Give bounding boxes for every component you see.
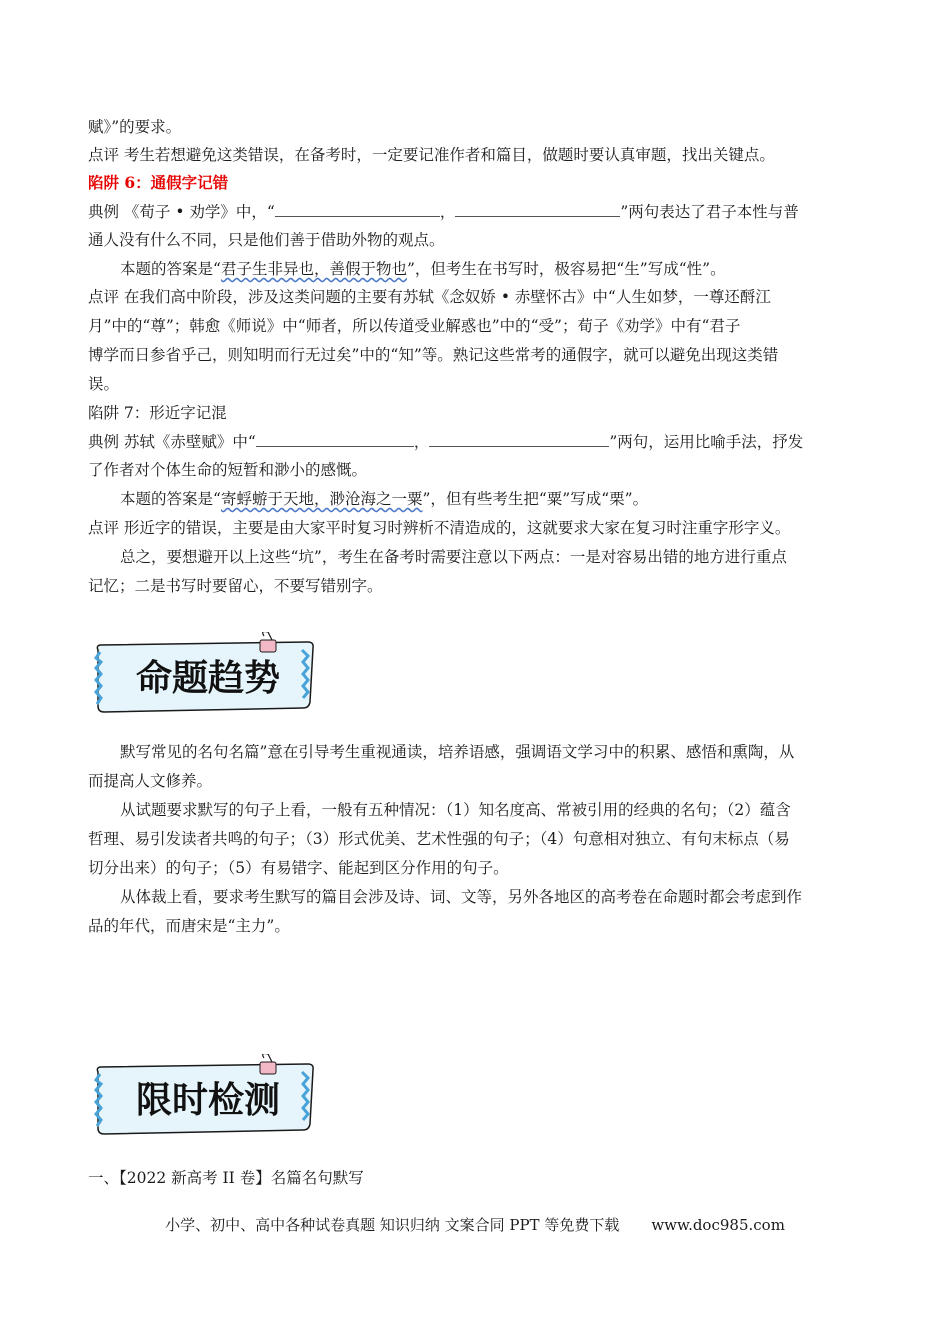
answer-blank [256,432,414,447]
text-line: 记忆；二是书写时要留心，不要写错别字。 [88,577,383,595]
text-line: 默写常见的名句名篇”意在引导考生重视通读，培养语感，强调语文学习中的积累、感悟和熏陶，从 [120,743,795,761]
trap-6-heading: 陷阱 6：通假字记错 [88,173,229,192]
text-line: 点评 形近字的错误，主要是由大家平时复习时辨析不清造成的，这就要求大家在复习时注重字形字义。 [88,519,791,537]
text-line: 赋》”的要求。 [88,118,182,136]
text-line: 品的年代，而唐宋是“主力”。 [88,917,290,935]
text-fragment: ”，但考生在书写时，极容易把“生”写成“性”。 [406,260,726,278]
text-line: 从体裁上看，要求考生默写的篇目会涉及诗、词、文等，另外各地区的高考卷在命题时都会考虑到作 [120,888,803,906]
answer-line [120,258,900,280]
footer-text: 小学、初中、高中各种试卷真题 知识归纳 文案合同 PPT 等免费下载 [165,1216,620,1234]
banner-title: 命题趋势 [135,658,281,699]
text-line: 点评 在我们高中阶段，涉及这类问题的主要有苏轼《念奴娇 • 赤壁怀古》中“人生如梦，一尊还酹江 [88,288,771,306]
text-fragment: 本题的答案是“ [120,490,221,508]
text-fragment: 典例 苏轼《赤壁赋》中“ [88,433,256,451]
example-line [88,201,868,223]
text-line: 博学而日参省乎己，则知明而行无过矣”中的“知”等。熟记这些常考的通假字，就可以避免出现这类错 [88,346,779,364]
text-line: 误。 [88,375,120,393]
highlighted-answer: 君子生非异也，善假于物也 [220,260,407,278]
text-line: 总之，要想避开以上这些“坑”，考生在备考时需要注意以下两点：一是对容易出错的地方进行重点 [120,548,787,566]
banner-title: 限时检测 [135,1080,281,1121]
text-line: 从试题要求默写的句子上看，一般有五种情况：（1）知名度高、常被引用的经典的名句；（2）蕴含 [120,801,791,819]
footer-url[interactable]: www.doc985.com [651,1216,785,1234]
text-fragment: ”，但有些考生把“粟”写成“栗”。 [422,490,649,508]
text-fragment: ， [439,203,456,221]
text-fragment: ， [413,433,430,451]
answer-blank [275,202,440,217]
text-line: 哲理、易引发读者共鸣的句子；（3）形式优美、艺术性强的句子；（4）句意相对独立、有句末标点（易 [88,830,790,848]
text-fragment: 典例 《荀子 • 劝学》中，“ [88,203,275,221]
text-line: 月”中的“尊”；韩愈《师说》中“师者，所以传道受业解惑也”中的“受”；荀子《劝学》中有“君子 [88,317,741,335]
text-line: 了作者对个体生命的短暂和渺小的感慨。 [88,461,368,479]
text-line: 切分出来）的句子；（5）有易错字、能起到区分作用的句子。 [88,859,509,877]
page-footer [0,1214,950,1235]
question-heading: 一、【2022 新高考 II 卷】名篇名句默写 [88,1169,364,1187]
section-banner-test [90,1054,322,1140]
text-line: 而提高人文修养。 [88,772,213,790]
text-line: 点评 考生若想避免这类错误，在备考时，一定要记准作者和篇目，做题时要认真审题，找出关键点。 [88,146,775,164]
trap-7-heading: 陷阱 7：形近字记混 [88,404,227,422]
text-line: 通人没有什么不同，只是他们善于借助外物的观点。 [88,231,445,249]
answer-blank [455,202,620,217]
text-fragment: ”两句，运用比喻手法，抒发 [609,433,804,451]
section-banner-trend [90,632,322,718]
example-line [88,431,868,453]
answer-blank [429,432,609,447]
answer-line [120,488,900,510]
text-fragment: 本题的答案是“ [120,260,221,278]
highlighted-answer: 寄蜉蝣于天地，渺沧海之一粟 [220,490,423,508]
text-fragment: ”两句表达了君子本性与普 [620,203,799,221]
